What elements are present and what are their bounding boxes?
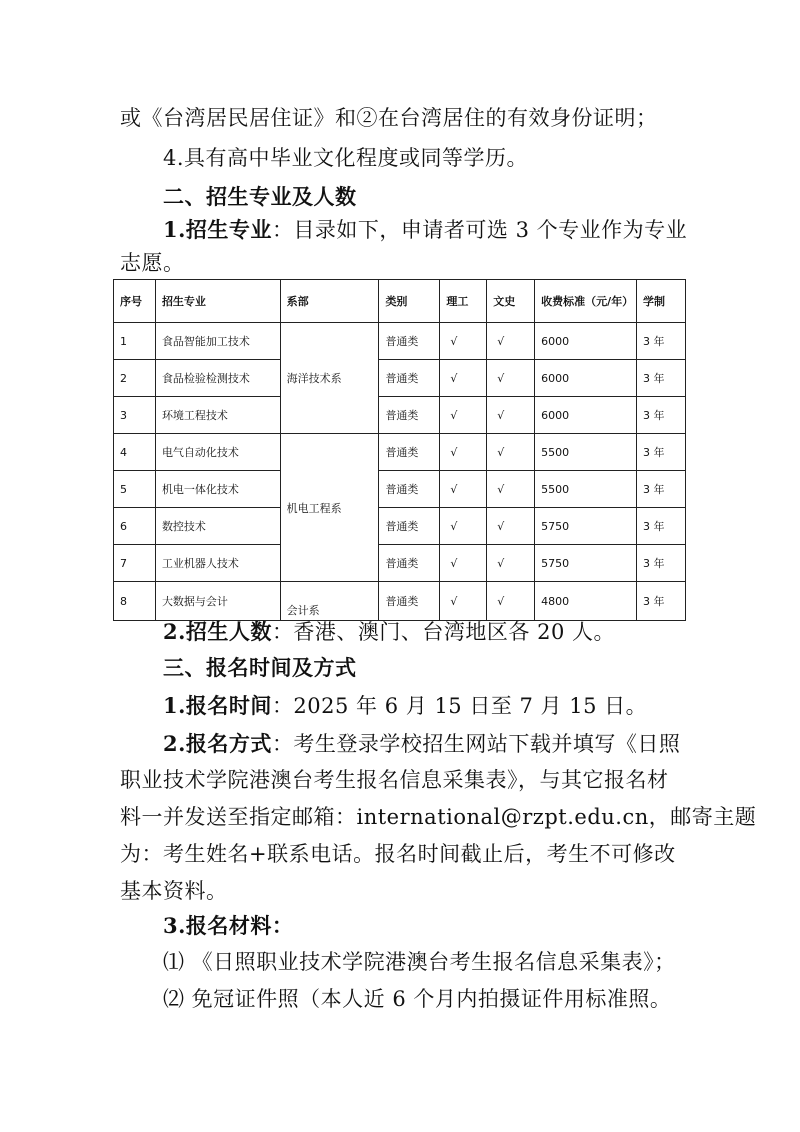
paragraph-line [163,617,615,647]
inline-text: ：目录如下，申请者可选 3 个专业作为专业 [271,218,688,242]
inline-label: 1.报名时间 [163,693,272,718]
fee-cell: 5500 [535,471,637,508]
paragraph-line [163,691,647,721]
subsection-label: 3.报名材料： [163,913,294,938]
category-cell: 普通类 [379,471,440,508]
table-row [114,582,686,621]
paragraph-line: 志愿。 [120,251,185,275]
duration-cell: 3 年 [637,434,686,471]
science-check: √ [440,508,487,545]
row-number: 7 [114,545,156,582]
major-name: 环境工程技术 [155,397,280,434]
fee-cell: 6000 [535,323,637,360]
arts-check: √ [487,397,535,434]
inline-text: ：香港、澳门、台湾地区各 20 人。 [271,620,616,644]
arts-check: √ [487,508,535,545]
table-header-cell: 文史 [487,280,535,323]
major-name: 数控技术 [155,508,280,545]
category-cell: 普通类 [379,545,440,582]
inline-text: ：考生登录学校招生网站下载并填写《日照 [271,732,681,756]
fee-cell: 5750 [535,545,637,582]
table-header-cell: 理工 [440,280,487,323]
arts-check: √ [487,545,535,582]
inline-text: ：2025 年 6 月 15 日至 7 月 15 日。 [271,694,648,718]
category-cell: 普通类 [379,434,440,471]
department-cell: 会计系 [280,582,379,621]
table-header-cell: 系部 [280,280,379,323]
category-cell: 普通类 [379,323,440,360]
table-header-cell: 序号 [114,280,156,323]
inline-label: 1.招生专业 [163,217,272,242]
major-name: 食品智能加工技术 [155,323,280,360]
row-number: 8 [114,582,156,621]
table-header-cell: 招生专业 [155,280,280,323]
table-row [114,397,686,434]
fee-cell: 5500 [535,434,637,471]
majors-table [113,279,686,621]
science-check: √ [440,323,487,360]
category-cell: 普通类 [379,360,440,397]
science-check: √ [440,582,487,621]
paragraph-line: 或《台湾居民居住证》和②在台湾居住的有效身份证明； [120,106,658,130]
section-heading: 三、报名时间及方式 [163,656,357,680]
table-header-cell: 类别 [379,280,440,323]
department-cell: 海洋技术系 [280,323,379,434]
row-number: 6 [114,508,156,545]
row-number: 3 [114,397,156,434]
table-row [114,508,686,545]
duration-cell: 3 年 [637,582,686,621]
table-row [114,323,686,360]
category-cell: 普通类 [379,508,440,545]
section-heading: 二、招生专业及人数 [163,185,357,209]
category-cell: 普通类 [379,582,440,621]
row-number: 5 [114,471,156,508]
table-header-cell: 学制 [637,280,686,323]
fee-cell: 6000 [535,360,637,397]
row-number: 4 [114,434,156,471]
table-row [114,545,686,582]
major-name: 大数据与会计 [155,582,280,621]
duration-cell: 3 年 [637,397,686,434]
category-cell: 普通类 [379,397,440,434]
science-check: √ [440,360,487,397]
science-check: √ [440,471,487,508]
paragraph-line: 料一并发送至指定邮箱：international@rzpt.edu.cn，邮寄主题 [120,805,757,829]
arts-check: √ [487,360,535,397]
science-check: √ [440,434,487,471]
fee-cell: 5750 [535,508,637,545]
row-number: 1 [114,323,156,360]
inline-label: 2.报名方式 [163,731,272,756]
table-row [114,471,686,508]
major-name: 工业机器人技术 [155,545,280,582]
duration-cell: 3 年 [637,545,686,582]
fee-cell: 4800 [535,582,637,621]
table-row [114,434,686,471]
department-cell: 机电工程系 [280,434,379,582]
arts-check: √ [487,582,535,621]
arts-check: √ [487,434,535,471]
inline-label: 2.招生人数 [163,619,272,644]
major-name: 食品检验检测技术 [155,360,280,397]
arts-check: √ [487,471,535,508]
science-check: √ [440,545,487,582]
table-header-row [114,280,686,323]
arts-check: √ [487,323,535,360]
paragraph-line: 4.具有高中毕业文化程度或同等学历。 [163,146,529,170]
paragraph-line [163,215,687,245]
science-check: √ [440,397,487,434]
duration-cell: 3 年 [637,360,686,397]
duration-cell: 3 年 [637,508,686,545]
duration-cell: 3 年 [637,323,686,360]
major-name: 电气自动化技术 [155,434,280,471]
table-header-cell: 收费标准（元/年） [535,280,637,323]
duration-cell: 3 年 [637,471,686,508]
row-number: 2 [114,360,156,397]
list-item: ⑴ 《日照职业技术学院港澳台考生报名信息采集表》； [163,950,676,974]
list-item: ⑵ 免冠证件照（本人近 6 个月内拍摄证件用标准照。 [163,987,672,1011]
table-row [114,360,686,397]
paragraph-line: 基本资料。 [120,879,228,903]
paragraph-line: 职业技术学院港澳台考生报名信息采集表》，与其它报名材 [120,768,669,792]
paragraph-line: 为：考生姓名+联系电话。报名时间截止后，考生不可修改 [120,842,676,866]
fee-cell: 6000 [535,397,637,434]
major-name: 机电一体化技术 [155,471,280,508]
paragraph-line [163,729,680,759]
